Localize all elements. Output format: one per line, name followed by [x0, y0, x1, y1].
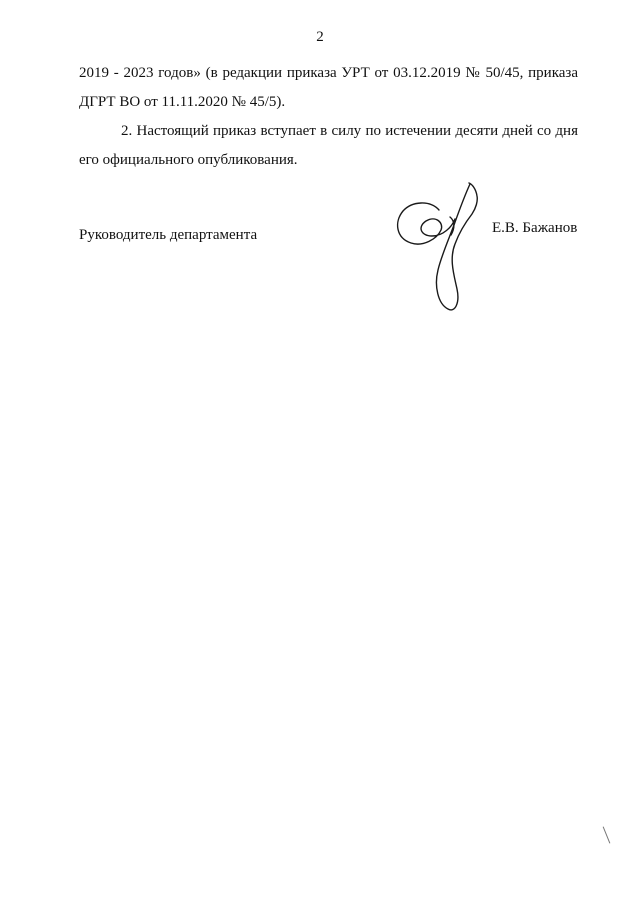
paragraph-1-line-1: 2019 - 2023 годов» (в редакции приказа УРТ от 03.12.2019 № 50/45, приказа: [79, 65, 578, 81]
paragraph-2-line-2: его официального опубликования.: [79, 152, 298, 168]
handwritten-signature-icon: [392, 180, 487, 315]
signatory-name: Е.В. Бажанов: [492, 220, 578, 236]
signatory-position: Руководитель департамента: [79, 227, 258, 243]
paragraph-2-line-1: 2. Настоящий приказ вступает в силу по истечении десяти дней со дня: [121, 123, 578, 139]
page-number: 2: [316, 29, 324, 45]
pen-stroke-mark-icon: [603, 826, 611, 843]
paragraph-1-line-2: ДГРТ ВО от 11.11.2020 № 45/5).: [79, 94, 286, 110]
